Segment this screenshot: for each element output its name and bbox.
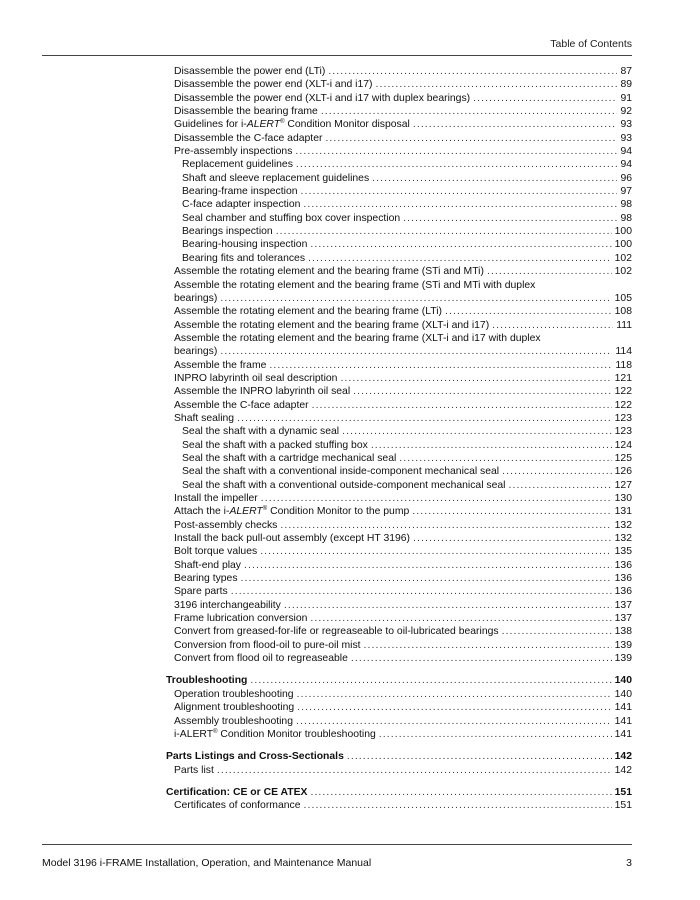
registered-mark: ®: [262, 506, 268, 513]
toc-entry[interactable]: [166, 625, 632, 638]
toc-entry-title: Disassemble the power end (LTi): [174, 66, 326, 77]
dot-leader: [340, 372, 611, 385]
toc-entry-page: 126: [614, 466, 632, 478]
toc-entry-page: 93: [620, 132, 632, 144]
dot-leader: [296, 158, 618, 171]
toc-entry-title: C-face adapter inspection: [182, 199, 301, 211]
toc-entry-title: Spare parts: [174, 586, 228, 598]
toc-entry-title: Bearing types: [174, 573, 238, 585]
dot-leader: [297, 701, 612, 714]
toc-entry-page: 91: [620, 92, 632, 104]
toc-entry-page: 96: [620, 172, 632, 184]
dot-leader: [301, 185, 618, 198]
toc-entry-title: Disassemble the C-face adapter: [174, 132, 323, 144]
toc-entry-page: 132: [614, 533, 632, 545]
toc-entry-title: Install the impeller: [174, 493, 258, 504]
toc-entry[interactable]: [166, 585, 632, 598]
dot-leader: [269, 359, 612, 372]
dot-leader: [312, 399, 612, 412]
toc-entry-page: 136: [614, 573, 632, 585]
toc-entry-page: 139: [614, 639, 632, 651]
toc-subentry[interactable]: [166, 425, 632, 438]
toc-entry[interactable]: [166, 612, 632, 625]
toc-entry-title: Seal the shaft with a dynamic seal: [182, 426, 340, 438]
toc-entry[interactable]: [166, 505, 632, 518]
toc-entry-page: 136: [614, 559, 632, 571]
toc-entry[interactable]: [166, 265, 632, 278]
toc-entry-page: 125: [614, 452, 632, 464]
toc-entry-page: 122: [614, 399, 632, 411]
dot-leader: [353, 385, 612, 398]
toc-text-suffix: Condition Monitor to the pump: [267, 506, 410, 518]
toc-entry-title-line2: bearings): [174, 292, 218, 304]
toc-entry-title: Shaft-end play: [174, 559, 242, 571]
toc-entry-title: Seal the shaft with a conventional inside-component mechanical seal: [182, 466, 500, 478]
dot-leader: [412, 505, 611, 518]
dot-leader: [473, 92, 617, 105]
toc-entry-wrapped[interactable]: [166, 279, 632, 306]
dot-leader: [310, 612, 611, 625]
toc-section-title: Troubleshooting: [166, 675, 248, 687]
toc-entry-page: 142: [614, 751, 632, 763]
toc-entry-title: Assemble the rotating element and the bearing frame (XLT-i and i17): [174, 319, 490, 331]
toc-entry-page: 137: [614, 599, 632, 611]
toc-subentry[interactable]: [166, 172, 632, 185]
toc-entry-page: 127: [614, 479, 632, 491]
toc-entry-title: Assemble the C-face adapter: [174, 399, 309, 411]
toc-entry-page: 111: [616, 319, 632, 331]
brand-alert: ALERT: [246, 119, 281, 131]
dot-leader: [445, 305, 612, 318]
toc-entry-title: Bearings inspection: [182, 226, 273, 238]
toc-entry-page: 100: [614, 239, 632, 251]
toc-entry-title: Conversion from flood-oil to pure-oil mist: [174, 639, 361, 651]
toc-entry-title: Bolt torque values: [174, 546, 258, 558]
dot-leader: [379, 728, 612, 741]
dot-leader: [276, 225, 612, 238]
toc-entry-page: 108: [614, 306, 632, 318]
toc-entry-page: 136: [614, 586, 632, 598]
footer-manual-title: Model 3196 i-FRAME Installation, Operation, and Maintenance Manual: [42, 857, 372, 869]
toc-entry-title: Shaft sealing: [174, 412, 235, 424]
registered-mark: ®: [213, 728, 218, 735]
dot-leader: [325, 132, 617, 145]
toc-entry-title: Bearing-frame inspection: [182, 186, 298, 198]
dot-leader: [297, 688, 612, 701]
toc-entry-page: 98: [620, 212, 632, 224]
toc-entry[interactable]: [166, 92, 632, 105]
dot-leader: [364, 639, 612, 652]
registered-mark: ®: [280, 119, 285, 126]
toc-entry-title: Bearing-housing inspection: [182, 239, 308, 251]
toc-section-title: Certification: CE or CE ATEX: [166, 786, 308, 798]
dot-leader: [237, 412, 612, 425]
toc-entry-wrapped[interactable]: [166, 332, 632, 359]
dot-leader: [371, 439, 612, 452]
toc-entry-title: Disassemble the power end (XLT-i and i17 with duplex bearings): [174, 92, 471, 104]
toc-entry-title: Assemble the INPRO labyrinth oil seal: [174, 386, 351, 398]
toc-entry[interactable]: [166, 639, 632, 652]
toc-entry[interactable]: [166, 412, 632, 425]
dot-leader: [399, 452, 611, 465]
toc-entry-page: 123: [614, 426, 632, 438]
toc-entry-page: 93: [620, 119, 632, 131]
toc-entry-page: 151: [614, 786, 632, 798]
toc-entry[interactable]: [166, 492, 632, 505]
toc-entry-title: Convert from flood oil to regreaseable: [174, 653, 348, 665]
toc-entry[interactable]: [166, 145, 632, 158]
toc-entry[interactable]: [166, 319, 632, 332]
toc-entry-page: 140: [614, 688, 632, 700]
dot-leader: [280, 519, 611, 532]
toc-section-troubleshooting[interactable]: [166, 674, 632, 687]
toc-entry[interactable]: [166, 132, 632, 145]
dot-leader: [413, 118, 618, 131]
toc-entry-title: Post-assembly checks: [174, 519, 278, 531]
dot-leader: [321, 105, 618, 118]
toc-entry-title: Parts list: [174, 764, 214, 776]
toc-entry-title-line1: Assemble the rotating element and the bearing frame (XLT-i and i17 with duplex: [174, 332, 541, 344]
toc-entry[interactable]: [166, 715, 632, 728]
toc-entry-title: Operation troubleshooting: [174, 688, 294, 700]
dot-leader: [217, 764, 612, 777]
dot-leader: [502, 465, 612, 478]
dot-leader: [308, 252, 612, 265]
toc-entry-page: 123: [614, 412, 632, 424]
dot-leader: [375, 78, 617, 91]
toc-entry-title-line1: Assemble the rotating element and the bearing frame (STi and MTi with duplex: [174, 279, 536, 291]
brand-alert: ALERT: [229, 506, 263, 518]
toc-entry[interactable]: [166, 399, 632, 412]
toc-entry-line2: [166, 345, 632, 358]
toc-entry-title: Assembly troubleshooting: [174, 715, 293, 727]
toc-entry[interactable]: [166, 372, 632, 385]
toc-entry-page: 124: [614, 439, 632, 451]
dot-leader: [502, 625, 612, 638]
toc-entry[interactable]: [166, 599, 632, 612]
toc-subentry[interactable]: [166, 452, 632, 465]
toc-entry-title: Replacement guidelines: [182, 159, 293, 171]
toc-entry-page: 97: [620, 186, 632, 198]
toc-entry-title: Disassemble the bearing frame: [174, 106, 318, 118]
dot-leader: [310, 238, 611, 251]
toc-section-title: Parts Listings and Cross-Sectionals: [166, 751, 344, 763]
toc-entry[interactable]: [166, 559, 632, 572]
dot-leader: [342, 425, 612, 438]
toc-entry[interactable]: [166, 764, 632, 777]
toc-entry-title: Bearing fits and tolerances: [182, 252, 306, 264]
toc-entry-page: 139: [614, 653, 632, 665]
header-rule: [42, 55, 632, 56]
toc-entry-page: 141: [614, 702, 632, 714]
toc-entry-title: Shaft and sleeve replacement guidelines: [182, 172, 370, 184]
toc-entry-title: Convert from greased-for-life or regreaseable to oil-lubricated bearings: [174, 626, 499, 638]
dot-leader: [295, 145, 617, 158]
toc-entry-page: 122: [614, 386, 632, 398]
footer-page-number: 3: [626, 857, 632, 869]
toc-entry[interactable]: [166, 118, 632, 131]
toc-entry-title: [174, 728, 376, 741]
toc-entry[interactable]: [166, 65, 632, 78]
toc-entry-title: Install the back pull-out assembly (except HT 3196): [174, 533, 411, 545]
toc-entry-page: 141: [614, 728, 632, 740]
toc-entry-page: 137: [614, 613, 632, 625]
toc-entry-title: Disassemble the power end (XLT-i and i17): [174, 79, 373, 91]
toc-entry-page: 98: [620, 199, 632, 211]
section-gap: [166, 777, 632, 786]
toc-entry-page: 87: [620, 66, 632, 77]
toc-entry-page: 94: [620, 159, 632, 171]
toc-subentry[interactable]: [166, 158, 632, 171]
toc-entry[interactable]: [166, 105, 632, 118]
toc-subentry[interactable]: [166, 198, 632, 211]
toc-entry-page: 102: [614, 252, 632, 264]
dot-leader: [328, 65, 617, 78]
toc-text-suffix: Condition Monitor troubleshooting: [217, 728, 376, 740]
toc-entry-page: 142: [614, 764, 632, 776]
toc-entry[interactable]: [166, 688, 632, 701]
dot-leader: [372, 172, 617, 185]
toc-entry[interactable]: [166, 359, 632, 372]
toc-entry-page: 92: [620, 106, 632, 118]
toc-entry-page: 138: [614, 626, 632, 638]
dot-leader: [296, 715, 612, 728]
toc-entry[interactable]: [166, 652, 632, 665]
dot-leader: [508, 479, 611, 492]
toc-entry-title: Seal chamber and stuffing box cover inspection: [182, 212, 401, 224]
toc-text-prefix: Guidelines for i-: [174, 119, 247, 131]
dot-leader: [492, 319, 613, 332]
toc-entry-title-line2: bearings): [174, 346, 218, 358]
toc-entry-title: INPRO labyrinth oil seal description: [174, 372, 338, 384]
toc-entry-page: 105: [614, 292, 632, 304]
toc-subentry[interactable]: [166, 439, 632, 452]
dot-leader: [244, 559, 612, 572]
toc-text-prefix: Attach the i-: [174, 506, 230, 518]
dot-leader: [284, 599, 612, 612]
toc-entry-page: 135: [614, 546, 632, 558]
toc-entry-page: 151: [614, 800, 632, 812]
toc-entry-page: 118: [615, 359, 632, 371]
toc-entry-title: [174, 505, 409, 518]
dot-leader: [403, 212, 617, 225]
toc-entry[interactable]: [166, 799, 632, 812]
toc-text-suffix: Condition Monitor disposal: [284, 119, 410, 131]
section-gap: [166, 741, 632, 750]
toc-subentry[interactable]: [166, 212, 632, 225]
toc-entry-page: 140: [614, 675, 632, 687]
toc-subentry[interactable]: [166, 225, 632, 238]
toc-subentry[interactable]: [166, 465, 632, 478]
header-title: Table of Contents: [550, 38, 632, 50]
toc-entry-page: 141: [614, 715, 632, 727]
toc-entry-title: Assemble the rotating element and the bearing frame (STi and MTi): [174, 266, 484, 278]
section-gap: [166, 665, 632, 674]
toc-entry[interactable]: [166, 545, 632, 558]
toc-entry-title: Assemble the rotating element and the bearing frame (LTi): [174, 306, 442, 318]
toc-entry-title: 3196 interchangeability: [174, 599, 281, 611]
toc-subentry[interactable]: [166, 252, 632, 265]
toc-entry[interactable]: [166, 572, 632, 585]
dot-leader: [310, 786, 611, 799]
toc-entry-page: 100: [614, 226, 632, 238]
toc-entry-page: 114: [615, 346, 632, 358]
dot-leader: [303, 198, 617, 211]
dot-leader: [303, 799, 611, 812]
dot-leader: [250, 674, 611, 687]
footer-rule: [42, 844, 632, 845]
toc-section-certification[interactable]: [166, 786, 632, 799]
toc-entry-title: Seal the shaft with a cartridge mechanical seal: [182, 452, 397, 464]
toc-entry[interactable]: [166, 385, 632, 398]
toc-entry-title: Seal the shaft with a packed stuffing box: [182, 439, 368, 451]
dot-leader: [241, 572, 612, 585]
dot-leader: [347, 750, 612, 763]
dot-leader: [260, 545, 611, 558]
toc-entry-page: 132: [614, 519, 632, 531]
toc-entry-page: 121: [614, 372, 632, 384]
dot-leader: [220, 292, 611, 305]
dot-leader: [413, 532, 612, 545]
toc-subentry[interactable]: [166, 479, 632, 492]
toc-entry[interactable]: [166, 519, 632, 532]
toc-entry-page: 131: [614, 506, 632, 518]
toc-entry[interactable]: [166, 728, 632, 741]
toc-entry[interactable]: [166, 532, 632, 545]
dot-leader: [231, 585, 612, 598]
toc-entry-title: [174, 118, 410, 131]
toc-entry-title: Certificates of conformance: [174, 800, 301, 812]
toc-entry-page: 94: [620, 146, 632, 158]
toc-text-prefix: i-ALERT: [174, 728, 214, 740]
toc-entry-title: Frame lubrication conversion: [174, 613, 308, 625]
toc-entry-line2: [166, 292, 632, 305]
toc-entry-title: Assemble the frame: [174, 359, 267, 371]
toc-subentry[interactable]: [166, 238, 632, 251]
toc-entry[interactable]: [166, 305, 632, 318]
toc-entry-title: Seal the shaft with a conventional outside-component mechanical seal: [182, 479, 506, 491]
dot-leader: [351, 652, 612, 665]
toc-entry[interactable]: [166, 78, 632, 91]
dot-leader: [487, 265, 612, 278]
table-of-contents: [166, 65, 632, 813]
toc-entry-page: 89: [620, 79, 632, 91]
dot-leader: [261, 492, 612, 505]
toc-entry-page: 130: [614, 493, 632, 504]
toc-subentry[interactable]: [166, 185, 632, 198]
toc-entry-title: Alignment troubleshooting: [174, 702, 295, 714]
toc-entry-title: Pre-assembly inspections: [174, 146, 293, 158]
toc-section-parts-listings[interactable]: [166, 750, 632, 763]
toc-entry-page: 102: [614, 266, 632, 278]
toc-entry[interactable]: [166, 701, 632, 714]
dot-leader: [220, 345, 612, 358]
